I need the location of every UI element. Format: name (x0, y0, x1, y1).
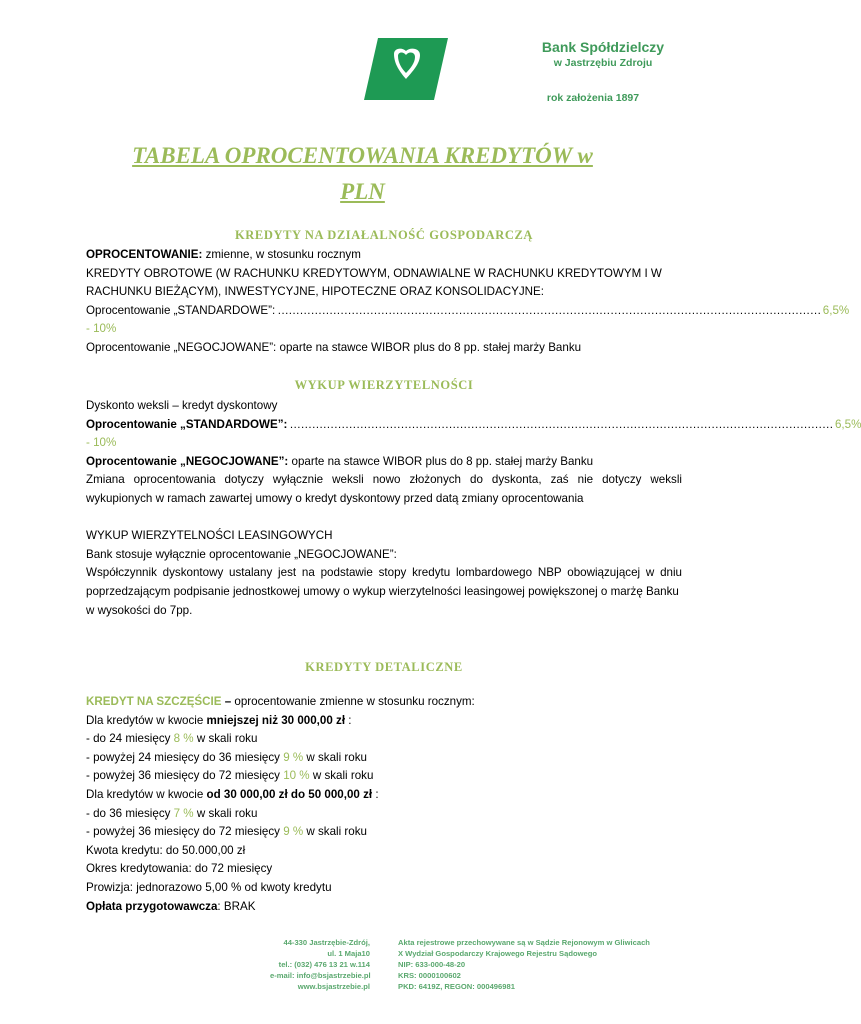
section-heading-business-loans: KREDYTY NA DZIAŁALNOŚĆ GOSPODARCZĄ (234, 228, 534, 242)
leader-dots: ………………………………………………………………………………………………………………………………… (277, 303, 821, 317)
loan-commission: Prowizja: jednorazowo 5,00 % od kwoty kredytu (86, 880, 332, 894)
rate-period: - powyżej 36 miesięcy do 72 miesięcy (86, 769, 284, 783)
negotiated-rate-line: Oprocentowanie „NEGOCJOWANE”: oparte na stawce WIBOR plus do 8 pp. stałej marży Banku (86, 340, 582, 354)
rate-value: 9 % (283, 825, 304, 839)
leader-dots: ………………………………………………………………………………………………………………………………… (289, 417, 833, 431)
bank-name (528, 38, 678, 70)
rate-value: 7 % (173, 806, 194, 820)
standard-rate-label: Oprocentowanie „STANDARDOWE”: (86, 417, 288, 431)
group1-rate-row (86, 730, 682, 749)
group1-suffix: : (345, 713, 352, 727)
footer-krs: KRS: 0000100602 (398, 971, 461, 980)
loan-types-line1: KREDYTY OBROTOWE (W RACHUNKU KREDYTOWYM, ODNAWIALNE W RACHUNKU KREDYTOWYM I W (86, 266, 662, 280)
footer-email: e-mail: info@bsjastrzebie.pl (270, 971, 371, 980)
group2-amount: od 30 000,00 zł do 50 000,00 zł (206, 787, 373, 801)
negotiated-rate-text: oparte na stawce WIBOR plus do 8 pp. stałej marży Banku (288, 454, 594, 468)
group2-rate-row (86, 823, 682, 842)
title-line1: TABELA OPROCENTOWANIA KREDYTÓW w (132, 143, 593, 168)
bank-name-line2: w Jastrzębiu Zdroju (553, 57, 653, 69)
group2-suffix: : (372, 787, 379, 801)
product-dash: – (221, 695, 232, 708)
prep-fee-label: Opłata przygotowawcza (86, 899, 218, 913)
group1-rate-row (86, 749, 682, 768)
group2-header (86, 786, 682, 805)
footer-contact (270, 937, 370, 992)
leasing-heading: WYKUP WIERZYTELNOŚCI LEASINGOWYCH (86, 529, 333, 543)
rate-suffix: w skali roku (193, 806, 258, 820)
standard-rate-value-max: - 10% (86, 322, 117, 336)
prep-fee-value: : BRAK (217, 899, 256, 913)
standard-rate-row (86, 302, 850, 321)
loan-types-line2: RACHUNKU BIEŻĄCYM), INWESTYCYJNE, HIPOTECZNE ORAZ KONSOLIDACYJNE: (86, 285, 545, 299)
rate-value: 8 % (173, 732, 194, 746)
standard-rate-value: 6,5% (834, 417, 861, 431)
product-line (86, 693, 682, 712)
footer-pkd: PKD: 6419Z, REGON: 000496981 (398, 982, 515, 991)
title-line2: PLN (340, 179, 385, 204)
rate-suffix: w skali roku (303, 825, 367, 839)
spacer (86, 509, 682, 528)
bank-logo-icon (364, 38, 448, 100)
standard-rate-label: Oprocentowanie „STANDARDOWE”: (86, 303, 276, 317)
group1-rate-row (86, 767, 682, 786)
group2-rate-row (86, 805, 682, 824)
group1-prefix: Dla kredytów w kwocie (86, 713, 207, 727)
standard-rate-row (86, 416, 861, 435)
prep-fee-line (86, 898, 682, 917)
section-heading-retail-loans: KREDYTY DETALICZNE (305, 660, 463, 674)
standard-rate-value: 6,5% (822, 303, 850, 317)
footer-address: 44-330 Jastrzębie-Zdrój, (283, 938, 370, 947)
section-retail-loans (86, 693, 682, 916)
rate-suffix: w skali roku (193, 732, 258, 746)
leasing-line1: Bank stosuje wyłącznie oprocentowanie „NEGOCJOWANE”: (86, 547, 397, 561)
product-text: oprocentowanie zmienne w stosunku rocznym: (231, 695, 475, 708)
footer-phone: tel.: (032) 476 13 21 w.114 (278, 960, 370, 969)
leasing-text: Współczynnik dyskontowy ustalany jest na podstawie stopy kredytu lombardowego NBP obowiązującej w dniu poprzedzającym podpisanie jednostkowej umowy o wykup wierzytelności leasingowej powiększonej o marżę Banku (86, 566, 682, 598)
product-name: KREDYT NA SZCZĘŚCIE (86, 695, 222, 708)
section-business-loans (86, 246, 850, 358)
loan-amount: Kwota kredytu: do 50.000,00 zł (86, 843, 246, 857)
section-receivables (86, 397, 861, 620)
rate-value: 10 % (283, 769, 310, 783)
footer-registry-line1: Akta rejestrowe przechowywane są w Sądzie Rejonowym w Gliwicach (398, 938, 650, 947)
negotiated-rate-line (86, 453, 682, 472)
footer-street: ul. 1 Maja10 (327, 949, 370, 958)
loan-period: Okres kredytowania: do 72 miesięcy (86, 862, 273, 876)
discount-line: Dyskonto weksli – kredyt dyskontowy (86, 399, 278, 412)
rate-period: - powyżej 24 miesięcy do 36 miesięcy (86, 750, 284, 764)
footer-registry (398, 937, 698, 992)
rate-suffix: w skali roku (303, 750, 367, 764)
negotiated-rate-label: Oprocentowanie „NEGOCJOWANE”: (86, 454, 289, 468)
rate-change-note: Zmiana oprocentowania dotyczy wyłącznie weksli nowo złożonych do dyskonta, zaś nie dotyczy weksli wykupionych w ramach zawartej umowy o kredyt dyskontowy przed datą zmiany oprocentowania (86, 473, 682, 505)
interest-type-line (86, 246, 682, 265)
rate-value: 9 % (283, 750, 304, 764)
interest-label: OPROCENTOWANIE: (86, 248, 203, 261)
interest-text: zmienne, w stosunku rocznym (202, 248, 361, 261)
footer-website: www.bsjastrzebie.pl (297, 982, 370, 991)
founded-year: rok założenia 1897 (546, 92, 640, 104)
document-title (80, 138, 645, 210)
rate-period: - do 36 miesięcy (86, 806, 174, 820)
rate-period: - do 24 miesięcy (86, 732, 174, 746)
footer-registry-line2: X Wydział Gospodarczy Krajowego Rejestru Sądowego (398, 949, 598, 958)
standard-rate-value-max: - 10% (86, 436, 117, 450)
bank-name-line1: Bank Spółdzielczy (541, 39, 665, 55)
group2-prefix: Dla kredytów w kwocie (86, 787, 207, 801)
group1-amount: mniejszej niż 30 000,00 zł (206, 713, 346, 727)
section-heading-receivables: WYKUP WIERZYTELNOŚCI (294, 378, 474, 392)
group1-header (86, 712, 682, 731)
footer-nip: NIP: 633-000-48-20 (398, 960, 466, 969)
rate-period: - powyżej 36 miesięcy do 72 miesięcy (86, 825, 284, 839)
leasing-last: w wysokości do 7pp. (86, 603, 193, 617)
rate-suffix: w skali roku (309, 769, 374, 783)
